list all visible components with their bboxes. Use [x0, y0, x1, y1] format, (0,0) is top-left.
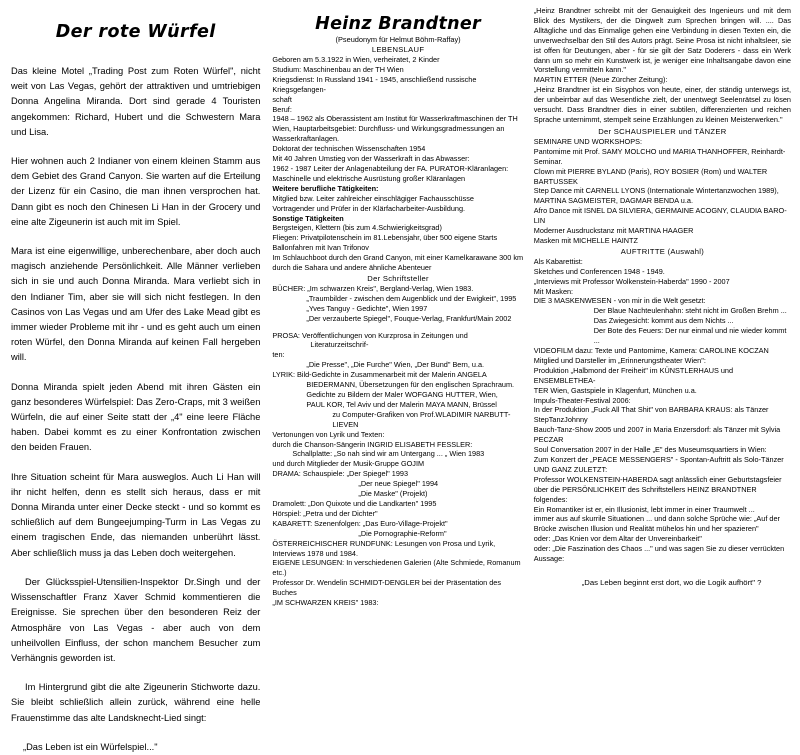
workshop-line: Seminar. [533, 156, 563, 166]
lyrik-line: Gedichte zu Bildern der Maler WOFGANG HUTTER, Wien, [306, 390, 498, 399]
performance-line: Zum Konzert der „PEACE MESSENGERS" - Spontan-Auftritt als Solo-Tänzer [533, 454, 784, 464]
lyrik-line: PAUL KOR, Tel Aviv und der Malerin MAYA MANN, Brüssel [306, 399, 497, 409]
prosa-entry [272, 331, 523, 351]
dramolett-line: Dramolett: „Don Quixote und die Landkarten" 1995 [272, 498, 437, 508]
cv-line: durch die Sahara und andere ähnliche Abenteuer [272, 263, 432, 273]
tribute-line: Ein Romantiker ist er, ein Illusionist, lebt immer in einer Traumwelt ... [533, 504, 755, 514]
tribute-line: immer aus auf skurrile Situationen ... und dann solche Sprüche wie: „Auf der [533, 514, 780, 524]
author-name: Heinz Brandtner [315, 14, 481, 34]
drama-label-text: DRAMA: [272, 469, 301, 479]
closing-quote: „Das Leben beginnt erst dort, wo die Logik aufhört" ? [581, 577, 762, 587]
cv-line: 1948 – 1962 als Oberassistent am Institut für Wasserkraftmaschinen der TH [272, 114, 518, 124]
cv-line: schaft [272, 94, 292, 104]
cv-line: Studium: Maschinenbau an der TH Wien [272, 64, 404, 74]
cv-line: Im Schlauchboot durch den Grand Canyon, mit einer Kamelkarawane 300 km [272, 253, 524, 263]
cv-line: Beruf: [272, 104, 292, 114]
record-line: Schallplatte: „So nah sind wir am Untergang ... „ Wien 1983 [292, 449, 485, 459]
performance-line: TER Wien, Gastspiele in Klagenfurt, München u.a. [533, 385, 697, 395]
cv-subheading-weitere: Weitere berufliche Tätigkeiten: [272, 183, 379, 193]
prosa-publications: „Die Presse", „Die Furche" Wien, „Der Bund" Bern, u.a. [306, 360, 485, 370]
kabarett-entry [272, 519, 523, 529]
drama-entry [272, 469, 523, 479]
cv-line: durch die Chanson-Sängerin INGRID ELISABETH FESSLER: [272, 439, 473, 449]
cv-line: Interviews 1978 und 1984. [272, 548, 358, 558]
book-title: „Traumbilder - zwischen dem Augenblick und der Ewigkeit", 1995 [306, 293, 517, 303]
mask-item: Der Blaue Nachteulenhahn: steht nicht im Großen Brehm ... [593, 306, 787, 316]
performance-line: PECZAR [533, 435, 564, 445]
cv-line: Bergsteigen, Klettern (bis zum 4.Schwierigkeitsgrad) [272, 223, 442, 233]
cv-line: etc.) [272, 568, 287, 578]
performance-line: Impuls-Theater-Festival 2006: [533, 395, 631, 405]
review-attribution: MARTIN ETTER (Neue Zürcher Zeitung): [533, 75, 668, 85]
workshop-line: Afro Dance mit ISNEL DA SILVIERA, GERMAINE ACOGNY, CLAUDIA BARO- [533, 206, 787, 216]
lyrik-entry [272, 370, 523, 380]
column-synopsis [7, 6, 270, 752]
workshop-line: BARTUSSEK [533, 176, 578, 186]
synopsis-closing-quote: „Das Leben ist ein Würfelspiel..." [23, 741, 158, 752]
kabarett-line: „Die Pornographie-Reform" [358, 528, 447, 538]
cv-line: Mit 40 Jahren Umstieg von der Wasserkraft in das Abwasser: [272, 154, 470, 164]
workshops-heading: SEMINARE UND WORKSHOPS: [533, 136, 642, 146]
synopsis-paragraph-commentators: Der Glücksspiel-Utensilien-Inspektor Dr.Singh und der Wissenschaftler Franz Xaver Schmid kommentieren die Ereignisse. Sie sprechen über den besonderen Reiz der Atmosphäre von Las Vegas - aber auch von dem unheilvollen Einfluss, der schon manchem Besucher zum Verhängnis geworden ist. [11, 576, 261, 663]
masks-intro: DIE 3 MASKENWESEN - von mir in die Welt gesetzt: [533, 296, 706, 306]
tribute-line: Brücke zwischen Illusion und Realität mühelos hin und her spazieren" [533, 524, 759, 534]
cv-line: Mitglied bzw. Leiter zahlreicher einschlägiger Fachausschüsse [272, 193, 474, 203]
mask-item: Das Zwiegesicht: kommt aus dem Nichts ... [593, 316, 734, 326]
cv-line: 1962 - 1987 Leiter der Anlagenabteilung der FA. PURATOR-Kläranlagen: [272, 163, 509, 173]
section-heading-lebenslauf: LEBENSLAUF [371, 45, 425, 54]
tribute-line: oder: „Das Knien vor dem Altar der Unvereinbarkeit" [533, 534, 702, 544]
cv-line: Geboren am 5.3.1922 in Wien, verheiratet, 2 Kinder [272, 55, 440, 64]
books-label-text: BÜCHER: [272, 283, 306, 293]
workshop-line: LIN [533, 216, 546, 226]
performance-line: Bauch-Tanz-Show 2005 und 2007 in Maria Enzersdorf: als Tänzer mit Sylvia [533, 425, 781, 435]
cv-line: Wien, Hauptarbeitsgebiet: Durchfluss- und Wirkungsgradmessungen an [272, 124, 505, 134]
drama-line: „Der neue Spiegel" 1994 [358, 479, 439, 489]
book-title: „Im schwarzen Kreis", Bergland-Verlag, Wien 1983. [307, 283, 474, 293]
workshop-line: Masken mit MICHELLE HAINTZ [533, 235, 638, 245]
performance-line: StepTanzJohnny [533, 415, 588, 425]
cv-line: Fliegen: Privatpilotenschein im 81.Lebensjahr, über 500 eigene Starts [272, 233, 498, 243]
section-heading-schriftsteller: Der Schriftsteller [367, 273, 429, 283]
author-pseudonym: (Pseudonym für Helmut Böhm-Raffay) [335, 35, 461, 44]
workshop-line: Pantomime mit Prof. SAMY MOLCHO und MARIA THANHOFFER, Reinhardt- [533, 146, 786, 156]
synopsis-paragraph: Das kleine Motel „Trading Post zum Roten Würfel", nicht weit von Las Vegas, gehört der attraktiven und umtriebigen Donna Angelina Miranda. Dort sind gerade 4 Touristen angekommen: Richard, Hubert und die Schwestern Mara und Lisa. [11, 66, 261, 137]
performance-line: Produktion „Halbmond der Freiheit" im KÜNSTLERHAUS und ENSEMBLETHEA- [533, 365, 734, 385]
cv-line: Wasserkraftanlagen. [272, 134, 340, 144]
lyrik-text: Bild-Gedichte in Zusammenarbeit mit der Malerin ANGELA [297, 370, 487, 380]
cv-line: EIGENE LESUNGEN: In verschiedenen Galerien (Alte Schmiede, Romanum [272, 558, 521, 568]
section-heading-auftritte: AUFTRITTE (Auswahl) [620, 246, 705, 256]
performance-line: In der Produktion „Fuck All That Shit" von BARBARA KRAUS: als Tänzer [533, 405, 769, 415]
kabarettist-line: Sketches und Conferencen 1948 - 1949. [533, 266, 665, 276]
workshop-line: Step Dance mit CARNELL LYONS (Internationale Wintertanzwochen 1989), [533, 186, 779, 196]
column-reviews-performances [528, 6, 793, 587]
column-biography [270, 6, 527, 608]
cv-line: „IM SCHWARZEN KREIS" 1983: [272, 598, 379, 608]
kabarettist-line: „Interviews mit Professor Wolkenstein-Haberda" 1990 - 2007 [533, 276, 730, 286]
cv-line: Kriegsdienst: In Russland 1941 - 1945, anschließend russische Kriegsgefangen- [272, 74, 477, 94]
synopsis-paragraph: Donna Miranda spielt jeden Abend mit ihren Gästen ein ganz besonderes Würfelspiel: Das Zero-Craps, mit 3 weißen Würfeln, die auf einer Seite statt der „4" eine leere Fläche haben. Dabei kommt es zu einer Konfrontation zwischen den beiden Frauen. [11, 381, 261, 453]
cv-line: Vertonungen von Lyrik und Texten: [272, 429, 385, 439]
books-label [272, 284, 523, 294]
book-title: „Der verzauberte Spiegel", Fouque-Verlag, Frankfurt/Main 2002 [306, 313, 512, 323]
cv-line: und durch Mitglieder der Musik-Gruppe GOJIM [272, 459, 425, 469]
synopsis-paragraph: Ihre Situation scheint für Mara ausweglos. Auch Li Han will ihr nicht helfen, denn es stellt sich heraus, dass er mit Donna Miranda unter einer Decke steckt - und so kommt es schließlich auf dem Bungeejumping-Turm in Las Vegas zu einem tragischen Ende, das niemanden unberührt lässt. Aber schließlich muss ja das Leben doch weitergehen. [11, 471, 261, 558]
performance-line: Soul Conversation 2007 in der Halle „E" des Museumsquartiers in Wien: [533, 445, 767, 455]
kabarettist-heading: Als Kabarettist: [533, 256, 583, 266]
performance-line: VIDEOFILM dazu: Texte und Pantomime, Kamera: CAROLINE KOCZAN [533, 346, 769, 355]
review-quote-1: „Heinz Brandtner schreibt mit der Genauigkeit des Ingenieurs und mit dem Blick des Mystikers, der die Dingwelt zum Sprechen bringen will. .... Das Alltägliche und das Einmalige gehen eine Verbindung in diesen Texten ein, die unverwechselbar den Stil des Autors prägt. Seine Prosa ist nicht inhaltsleer, sie ist offen für Deutungen, aber - für sie gilt der Satz Doderers - dass ein Werk dann um so mehr ein Kunstwerk ist, je weniger eine Inhaltsangabe davon eine Vorstellung vermitteln kann." [533, 6, 791, 75]
lyrik-line: zu Computer-Grafiken von Prof.WLADIMIR NARBUTT-LIEVEN [332, 409, 511, 429]
lyrik-label-text: LYRIK: [272, 370, 295, 380]
workshop-line: Moderner Ausdruckstanz mit MARTINA HAAGER [533, 226, 694, 236]
lyrik-line: BIEDERMANN, Übersetzungen für den englischen Sprachraum. [306, 380, 515, 390]
tribute-line: Aussage: [533, 554, 565, 564]
cv-line: ÖSTERREICHISCHER RUNDFUNK: Lesungen von Prosa und Lyrik, [272, 538, 496, 548]
cv-line: Professor Dr. Wendelin SCHMIDT-DENGLER bei der Präsentation des Buches [272, 578, 501, 598]
synopsis-paragraph-epilogue: Im Hintergrund gibt die alte Zigeunerin Stichworte dazu. Sie bleibt schließlich allein zurück, während eine helle Frauenstimme das alte Landsknecht-Lied singt: [11, 682, 261, 723]
cv-line: Doktorat der technischen Wissenschaften 1954 [272, 144, 426, 154]
kabarett-label-text: KABARETT: [272, 518, 313, 528]
synopsis-paragraph: Mara ist eine eigenwillige, unberechenbare, aber doch auch magisch anziehende Persönlichkeit. Alle Männer verlieben sich in sie und auch Donna Miranda. Mara verliebt sich in den Indianer Tim, aber sie will sich nicht festlegen. In den Casinos von Las Vegas und am Ufer des Lake Mead gibt es immer wieder Probleme mit ihr - und es geht auch um einen roten Würfel, den Donna Miranda auf keinen Fall hergeben will. [11, 246, 261, 363]
workshop-line: MARTINA SAGMEISTER, DAGMAR BENDA u.a. [533, 196, 693, 206]
performance-line: UND GANZ ZULETZT: [533, 464, 608, 474]
drama-line: „Die Maske" (Projekt) [358, 489, 428, 499]
cv-subheading-sonstige: Sonstige Tätigkeiten [272, 213, 344, 223]
drama-text: Schauspiele: „Der Spiegel" 1993 [302, 469, 409, 479]
section-heading-schauspieler: Der SCHAUSPIELER und TÄNZER [598, 126, 727, 136]
cv-line: Maschinelle und elektrische Ausrüstung großer Kläranlagen [272, 173, 466, 183]
prosa-label-text: PROSA: [272, 330, 300, 340]
cv-line: Ballonfahren mit Ivan Trifonov [272, 243, 369, 253]
mask-item: Der Bote des Feuers: Der nur einmal und nie wieder kommt ... [593, 326, 787, 346]
workshop-line: Clown mit PIERRE BYLAND (Paris), ROY BOSIER (Rom) und WALTER [533, 166, 768, 176]
hoerspiel-line: Hörspiel: „Petra und der Dichter" [272, 508, 378, 518]
review-quote-2: „Heinz Brandtner ist ein Sisyphos von heute, einer, der ständig unterwegs ist, der unbeirrbar auf das Wesentliche zielt, der unentwegt Seelenrätsel zu lösen versucht. Dass Brandtner dies in einer subtilen, differenzierten und reichen Sprache unternimmt, stempelt seine Erzählungen zu kleinen Meisterwerken." [533, 85, 791, 124]
masks-heading: Mit Masken: [533, 286, 574, 296]
synopsis-paragraph: Hier wohnen auch 2 Indianer von einem kleinen Stamm aus dem Gebiet des Grand Canyon. Sie warten auf die Erteilung der Lizenz für ein Casino, die man ihnen versprochen hat. Dann gibt es noch den Chinesen Li Han in der Grocery und eine alte Zigeunerin ist auch mit im Spiel. [11, 156, 261, 227]
performance-line: Mitglied und Darsteller im „Erinnerungstheater Wien": [533, 355, 706, 365]
synopsis-title: Der rote Würfel [55, 22, 216, 42]
tribute-line: Professor WOLKENSTEIN-HABERDA sagt anlässlich einer Geburtstagsfeier [533, 474, 782, 484]
prosa-text-cont: ten: [272, 350, 285, 360]
tribute-line: oder: „Die Faszination des Chaos ..." und was sagen Sie zu dieser verrückten [533, 544, 785, 554]
prosa-text: Veröffentlichungen von Kurzprosa in Zeitungen und Literaturzeitschrif- [302, 330, 468, 350]
book-title: „Yves Tanguy - Gedichte", Wien 1997 [306, 303, 428, 313]
cv-line: Vortragender und Prüfer in der Klärfacharbeiter-Ausbildung. [272, 203, 466, 213]
tribute-line: über die PERSÖNLICHKEIT des Schriftstellers HEINZ BRANDTNER folgendes: [533, 484, 757, 504]
kabarett-text: Szenenfolgen: „Das Euro-Village-Projekt" [314, 518, 448, 528]
